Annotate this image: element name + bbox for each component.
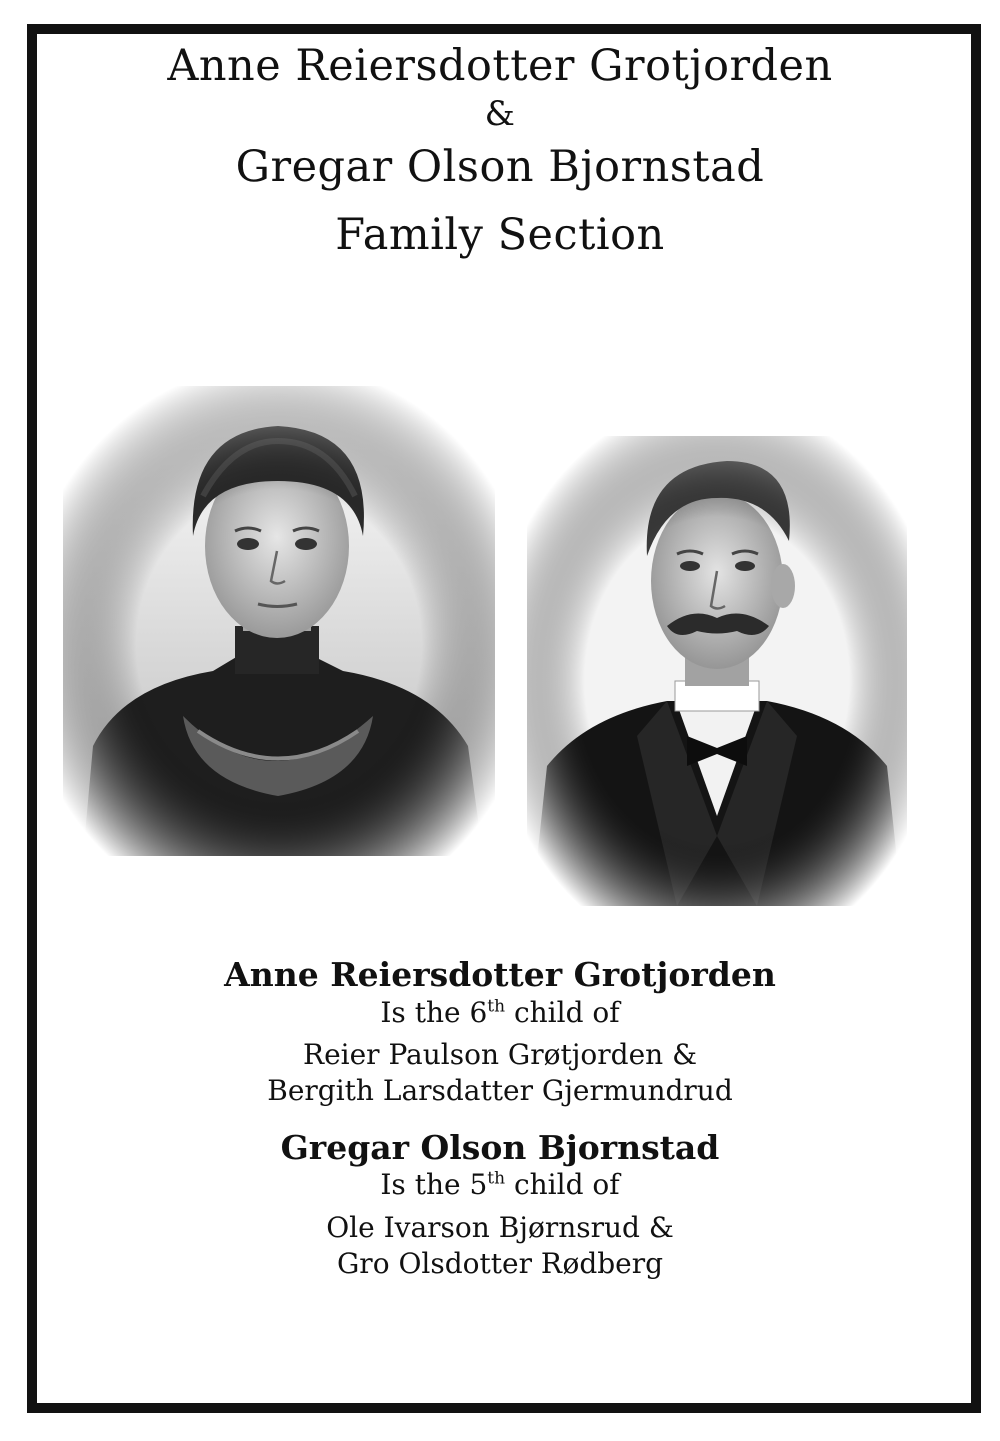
woman-portrait-photo (63, 386, 495, 856)
man-portrait-photo (527, 436, 907, 906)
anne-parent-2: Bergith Larsdatter Gjermundrud (267, 1074, 733, 1108)
gregar-birth-order: Is the 5th child of (380, 1168, 620, 1202)
title-ampersand: & (484, 93, 516, 134)
title-line-3: Family Section (335, 209, 665, 260)
gregar-parent-2: Gro Olsdotter Rødberg (336, 1247, 664, 1281)
title-line-2: Gregar Olson Bjornstad (235, 142, 765, 193)
anne-parent-1: Reier Paulson Grøtjorden & (302, 1037, 698, 1071)
gregar-parent-1: Ole Ivarson Bjørnsrud & (326, 1210, 674, 1244)
anne-name: Anne Reiersdotter Grotjorden (224, 955, 776, 994)
anne-birth-order: Is the 6th child of (380, 995, 620, 1029)
title-line-1: Anne Reiersdotter Grotjorden (167, 41, 833, 91)
title-block (0, 40, 1000, 263)
gregar-name: Gregar Olson Bjornstad (280, 1127, 720, 1167)
family-details (0, 955, 1000, 1283)
